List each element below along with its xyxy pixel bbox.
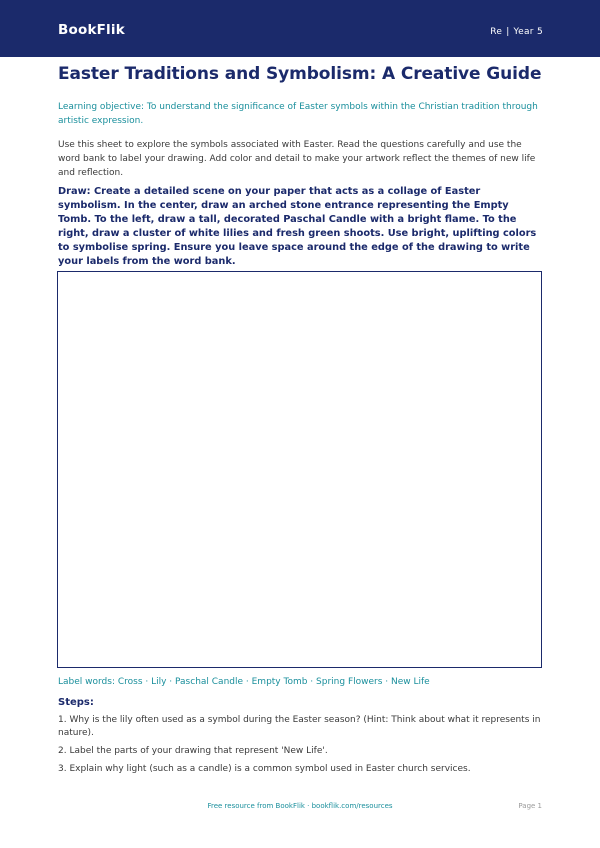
- steps-list: [58, 714, 543, 781]
- word-bank: Label words: Cross · Lily · Paschal Candle · Empty Tomb · Spring Flowers · New Life: [58, 677, 430, 687]
- brand-logo-text: BookFlik: [58, 22, 125, 38]
- learning-objective: Learning objective: To understand the significance of Easter symbols within the Christian tradition through artistic expression.: [58, 102, 538, 126]
- step-item: 1. Why is the lily often used as a symbol during the Easter season? (Hint: Think about what it represents in nature).: [58, 715, 541, 738]
- year-label: Year 5: [513, 27, 543, 37]
- footer-credit: Free resource from BookFlik · bookflik.com/resources: [207, 802, 393, 810]
- header-subject-year: [490, 27, 543, 37]
- page-header: [0, 0, 600, 57]
- intro-paragraph: Use this sheet to explore the symbols associated with Easter. Read the questions carefully and use the word bank to label your drawing. Add color and detail to make your artwork reflect the themes of new life and reflection.: [58, 140, 536, 178]
- drawing-instruction: Draw: Create a detailed scene on your paper that acts as a collage of Easter symbolism. In the center, draw an arched stone entrance representing the Empty Tomb. To the left, draw a tall, decorated Paschal Candle with a bright flame. To the right, draw a cluster of white lilies and fresh green shoots. Use bright, uplifting colors to symbolise spring. Ensure you leave space around the edge of the drawing to write your labels from the word bank.: [58, 186, 537, 267]
- step-item: 3. Explain why light (such as a candle) is a common symbol used in Easter church services.: [58, 764, 471, 774]
- steps-heading: Steps:: [58, 697, 94, 708]
- subject-label: Re: [490, 27, 503, 37]
- page-number: Page 1: [518, 802, 542, 810]
- header-separator: |: [506, 27, 510, 37]
- page-title: Easter Traditions and Symbolism: A Creative Guide: [58, 64, 542, 84]
- step-item: 2. Label the parts of your drawing that represent 'New Life'.: [58, 746, 328, 756]
- drawing-area[interactable]: [57, 271, 542, 668]
